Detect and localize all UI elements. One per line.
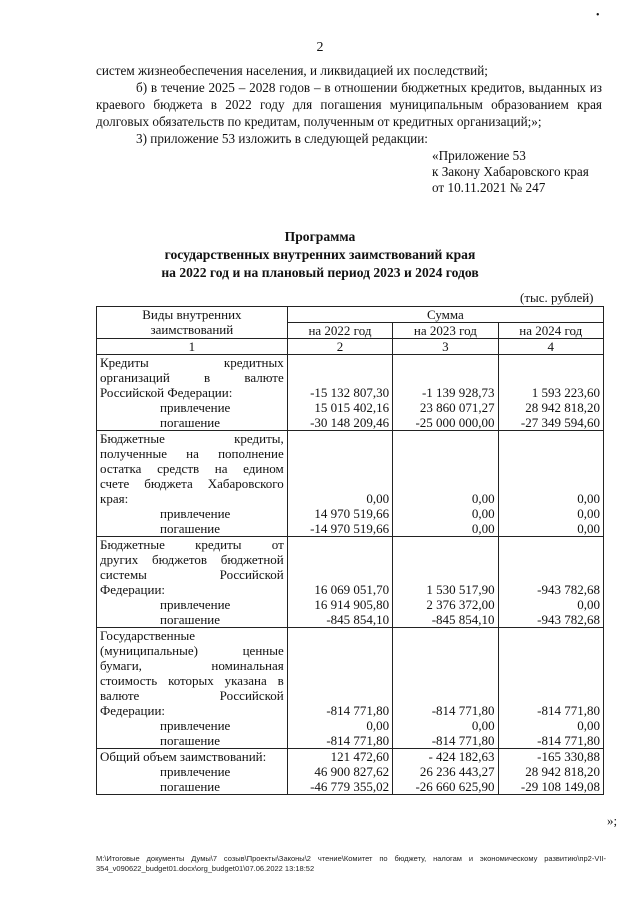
table-body [97,355,604,795]
index-cell: 1 [97,339,288,355]
value-repay: 0,00 [577,521,600,536]
value-repay: -845 854,10 [326,612,390,627]
row-repay-label: погашение [160,415,221,430]
value-total: -814 771,80 [537,703,600,718]
header-sum: Сумма [287,307,603,323]
value-cell [393,537,498,628]
row-label-line: Бюджетные кредиты от [100,537,284,552]
document-title [0,228,640,282]
appendix-reference [432,148,589,196]
value-total: 0,00 [471,491,495,506]
header-type [97,307,288,339]
table-row [97,355,604,431]
header-2022: на 2022 год [287,323,392,339]
row-attract-label: привлечение [160,597,231,612]
row-label-line: края: [100,491,129,506]
row-attract-label: привлечение [160,506,231,521]
title-line-1: Программа [284,229,356,244]
value-repay: -46 779 355,02 [310,779,390,794]
row-label [97,355,288,431]
value-total: 1 530 517,90 [426,582,495,597]
value-attract: 0,00 [471,718,495,733]
row-repay-label: погашение [160,733,221,748]
row-attract-label: привлечение [160,400,231,415]
value-total: - 424 182,63 [428,749,495,764]
value-cell [287,431,392,537]
row-label-line: Общий объем заимствований: [100,749,267,764]
row-attract-label: привлечение [160,764,231,779]
paragraph-2: б) в течение 2025 – 2028 годов – в отношении бюджетных кредитов, выданных из краевого бюджета в 2022 году для погашения муниципальным образованием края долговых обязательств по кредитам, полученным от кредитных организаций;»; [96,80,602,129]
row-label-line: полученные на пополнение [100,446,284,461]
value-repay: -14 970 519,66 [310,521,390,536]
value-cell [393,749,498,795]
paragraph-1: систем жизнеобеспечения населения, и ликвидацией их последствий; [96,63,488,78]
title-line-2: государственных внутренних заимствований края [164,247,476,262]
value-repay: -30 148 209,46 [310,415,390,430]
value-total: 0,00 [366,491,390,506]
row-label-line: (муниципальные) ценные [100,643,284,658]
value-attract: 2 376 372,00 [426,597,495,612]
row-label-line: бумаги, номинальная [100,658,284,673]
row-label-line: других бюджетов бюджетной [100,552,284,567]
value-attract: 26 236 443,27 [419,764,495,779]
paragraph-3: 3) приложение 53 изложить в следующей редакции: [136,131,428,146]
value-attract: 0,00 [366,718,390,733]
value-cell [287,628,392,749]
table-row [97,749,604,795]
header-type-line-2: заимствований [150,322,234,337]
header-type-line-1: Виды внутренних [142,307,242,322]
row-label-line: организаций в валюте [100,370,284,385]
value-attract: 28 942 818,20 [525,400,600,415]
row-label-line: остатка средств на едином [100,461,284,476]
header-2023: на 2023 год [393,323,498,339]
value-cell [287,355,392,431]
value-cell [498,537,603,628]
file-path-footer: M:\Итоговые документы Думы\7 созыв\Проекты\Законы\2 чтение\Комитет по бюджету, налогам и экономическому развитию\пр2-VII-354_v090622_budget01.docx\org_budget01\07.06.2022 13:18:52 [96,854,606,873]
page-mark: • [596,10,600,21]
value-cell [393,355,498,431]
value-attract: 14 970 519,66 [314,506,390,521]
row-repay-label: погашение [160,612,221,627]
row-label [97,749,288,795]
index-cell: 4 [498,339,603,355]
value-cell [287,537,392,628]
appendix-line-1: «Приложение 53 [432,148,526,163]
value-cell [498,431,603,537]
value-cell [498,749,603,795]
header-2024: на 2024 год [498,323,603,339]
row-repay-label: погашение [160,521,221,536]
value-total: 0,00 [577,491,600,506]
row-repay-label: погашение [160,779,221,794]
title-line-3: на 2022 год и на плановый период 2023 и 2024 годов [161,265,479,280]
index-cell: 2 [287,339,392,355]
value-repay: -25 000 000,00 [415,415,495,430]
value-attract: 0,00 [577,597,600,612]
value-repay: -26 660 625,90 [415,779,495,794]
table-row [97,431,604,537]
value-attract: 0,00 [577,718,600,733]
appendix-line-2: к Закону Хабаровского края [432,164,589,179]
value-total: 121 472,60 [330,749,390,764]
index-cell: 3 [393,339,498,355]
value-attract: 16 914 905,80 [314,597,390,612]
row-label-line: Федерации: [100,582,166,597]
units-label: (тыс. рублей) [520,290,594,305]
value-repay: 0,00 [471,521,495,536]
value-total: -943 782,68 [537,582,600,597]
value-repay: -814 771,80 [537,733,600,748]
row-label-line: Государственные [100,628,196,643]
header-row-1 [97,307,604,323]
value-total: 1 593 223,60 [531,385,600,400]
value-total: -165 330,88 [537,749,600,764]
row-label-line: счете бюджета Хабаровского [100,476,284,491]
row-label-line: Кредиты кредитных [100,355,284,370]
row-label-line: системы Российской [100,567,284,582]
row-label-line: Бюджетные кредиты, [100,431,284,446]
value-total: -1 139 928,73 [421,385,495,400]
value-cell [287,749,392,795]
value-attract: 46 900 827,62 [314,764,390,779]
value-repay: -27 349 594,60 [520,415,600,430]
borrowing-table [96,306,604,795]
page-number: 2 [316,40,324,55]
value-repay: -29 108 149,08 [520,779,600,794]
table-row [97,537,604,628]
row-label [97,628,288,749]
row-label-line: Российской Федерации: [100,385,233,400]
row-label-line: стоимость которых указана в [100,673,284,688]
value-repay: -814 771,80 [326,733,390,748]
index-row [97,339,604,355]
value-total: -814 771,80 [431,703,495,718]
value-repay: -943 782,68 [537,612,600,627]
appendix-line-3: от 10.11.2021 № 247 [432,180,546,195]
value-cell [393,628,498,749]
row-label-line: Федерации: [100,703,166,718]
row-label-line: валюте Российской [100,688,284,703]
value-attract: 0,00 [471,506,495,521]
value-attract: 0,00 [577,506,600,521]
value-attract: 28 942 818,20 [525,764,600,779]
value-cell [498,355,603,431]
value-repay: -845 854,10 [431,612,495,627]
value-attract: 15 015 402,16 [314,400,390,415]
value-total: -15 132 807,30 [310,385,390,400]
closing-quote: »; [607,813,618,828]
row-label [97,537,288,628]
row-attract-label: привлечение [160,718,231,733]
value-cell [393,431,498,537]
value-total: -814 771,80 [326,703,390,718]
value-attract: 23 860 071,27 [419,400,495,415]
row-label [97,431,288,537]
value-cell [498,628,603,749]
table-row [97,628,604,749]
value-repay: -814 771,80 [431,733,495,748]
value-total: 16 069 051,70 [314,582,390,597]
